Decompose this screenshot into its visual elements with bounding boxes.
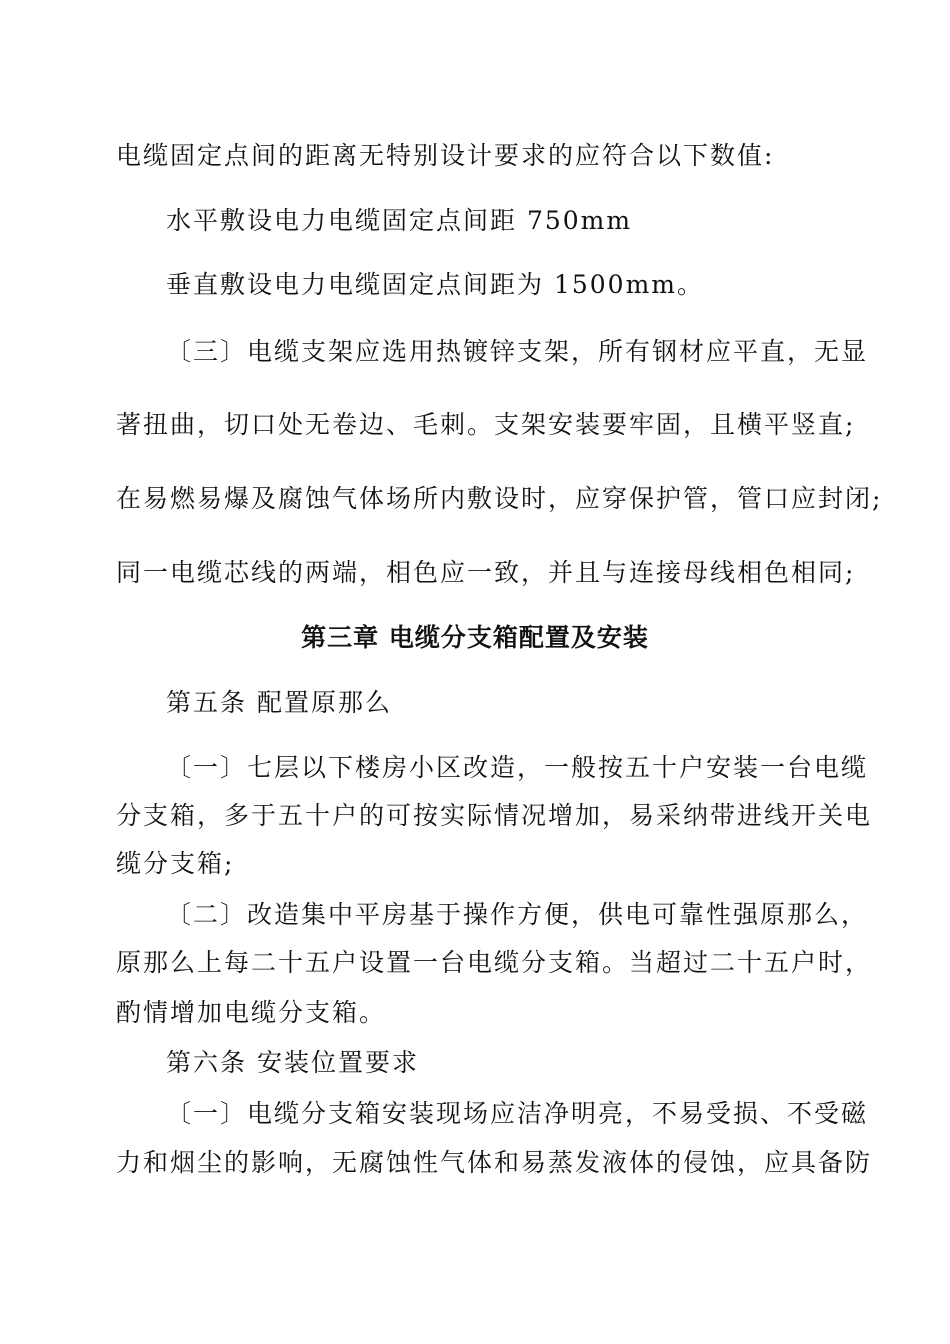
paragraph-line: 酌情增加电缆分支箱。 <box>116 998 387 1027</box>
paragraph-line: 同一电缆芯线的两端，相色应一致，并且与连接母线相色相同; <box>116 558 856 587</box>
paragraph-line: 垂直敷设电力电缆固定点间距为 1500mm。 <box>166 270 704 299</box>
paragraph-line: 缆分支箱; <box>116 849 235 878</box>
article-title: 第六条 安装位置要求 <box>166 1048 419 1077</box>
paragraph-line: 力和烟尘的影响，无腐蚀性气体和易蒸发液体的侵蚀，应具备防 <box>116 1148 873 1177</box>
paragraph-line: 电缆固定点间的距离无特别设计要求的应符合以下数值: <box>116 141 775 170</box>
chapter-heading: 第三章 电缆分支箱配置及安装 <box>301 623 649 652</box>
paragraph-line: 〔二〕改造集中平房基于操作方便，供电可靠性强原那么， <box>166 900 869 929</box>
paragraph-line: 原那么上每二十五户设置一台电缆分支箱。当超过二十五户时， <box>116 948 873 977</box>
paragraph-line: 〔一〕电缆分支箱安装现场应洁净明亮，不易受损、不受磁 <box>166 1099 869 1128</box>
paragraph-line: 著扭曲，切口处无卷边、毛刺。支架安装要牢固，且横平竖直; <box>116 410 856 439</box>
article-title: 第五条 配置原那么 <box>166 688 392 717</box>
paragraph-line: 分支箱，多于五十户的可按实际情况增加，易采纳带进线开关电 <box>116 801 873 830</box>
paragraph-line: 〔一〕七层以下楼房小区改造，一般按五十户安装一台电缆 <box>166 753 869 782</box>
paragraph-line: 在易燃易爆及腐蚀气体场所内敷设时，应穿保护管，管口应封闭; <box>116 484 883 513</box>
paragraph-line: 〔三〕电缆支架应选用热镀锌支架，所有钢材应平直，无显 <box>166 337 869 366</box>
paragraph-line: 水平敷设电力电缆固定点间距 750mm <box>166 206 633 235</box>
